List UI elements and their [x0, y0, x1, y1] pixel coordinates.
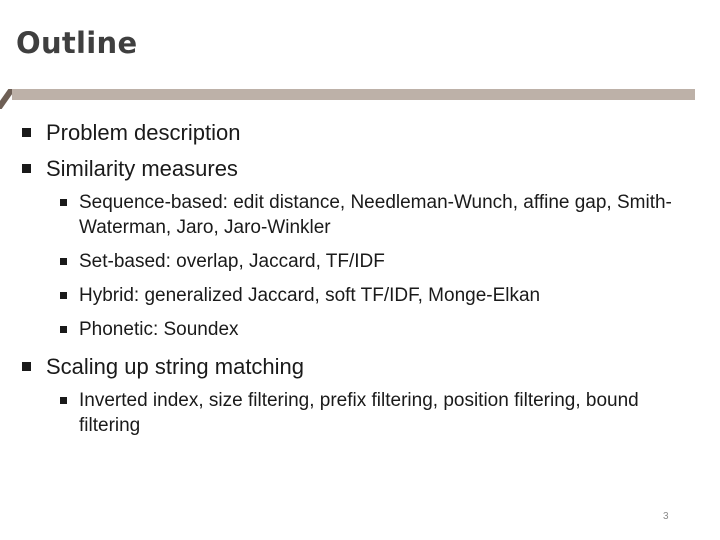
square-bullet-icon: [60, 292, 67, 299]
sub-bullet-text: Sequence-based: edit distance, Needleman-Wunch, affine gap, Smith-Waterman, Jaro, Jaro-Winkler: [79, 192, 672, 238]
title-divider-bar: [12, 89, 695, 100]
sub-bullet-text: Hybrid: generalized Jaccard, soft TF/IDF, Monge-Elkan: [79, 285, 541, 306]
bullet-scaling-up: [22, 352, 702, 382]
sub-bullet-text: Inverted index, size filtering, prefix filtering, position filtering, bound filtering: [79, 390, 639, 436]
sub-bullet-set-based: [60, 249, 702, 274]
bullet-text: Problem description: [46, 120, 241, 145]
sub-bullet-text: Phonetic: Soundex: [79, 319, 239, 340]
sub-bullet-inverted-index: [60, 388, 702, 438]
square-bullet-icon: [60, 326, 67, 333]
sub-bullet-text: Set-based: overlap, Jaccard, TF/IDF: [79, 251, 385, 272]
bullet-similarity-measures: [22, 154, 702, 184]
bullet-text: Scaling up string matching: [46, 354, 305, 379]
sub-bullet-hybrid: [60, 283, 702, 308]
square-bullet-icon: [22, 128, 31, 137]
sub-bullet-phonetic: [60, 317, 702, 342]
square-bullet-icon: [60, 258, 67, 265]
slide-title: Outline: [16, 26, 138, 60]
scaling-up-sublist: [60, 388, 702, 438]
square-bullet-icon: [22, 164, 31, 173]
similarity-measures-sublist: [60, 190, 702, 342]
bullet-text: Similarity measures: [46, 156, 238, 181]
page-number: 3: [663, 511, 669, 522]
slide-body: [22, 118, 702, 448]
sub-bullet-sequence-based: [60, 190, 702, 240]
square-bullet-icon: [60, 199, 67, 206]
square-bullet-icon: [22, 362, 31, 371]
square-bullet-icon: [60, 397, 67, 404]
bullet-problem-description: [22, 118, 702, 148]
